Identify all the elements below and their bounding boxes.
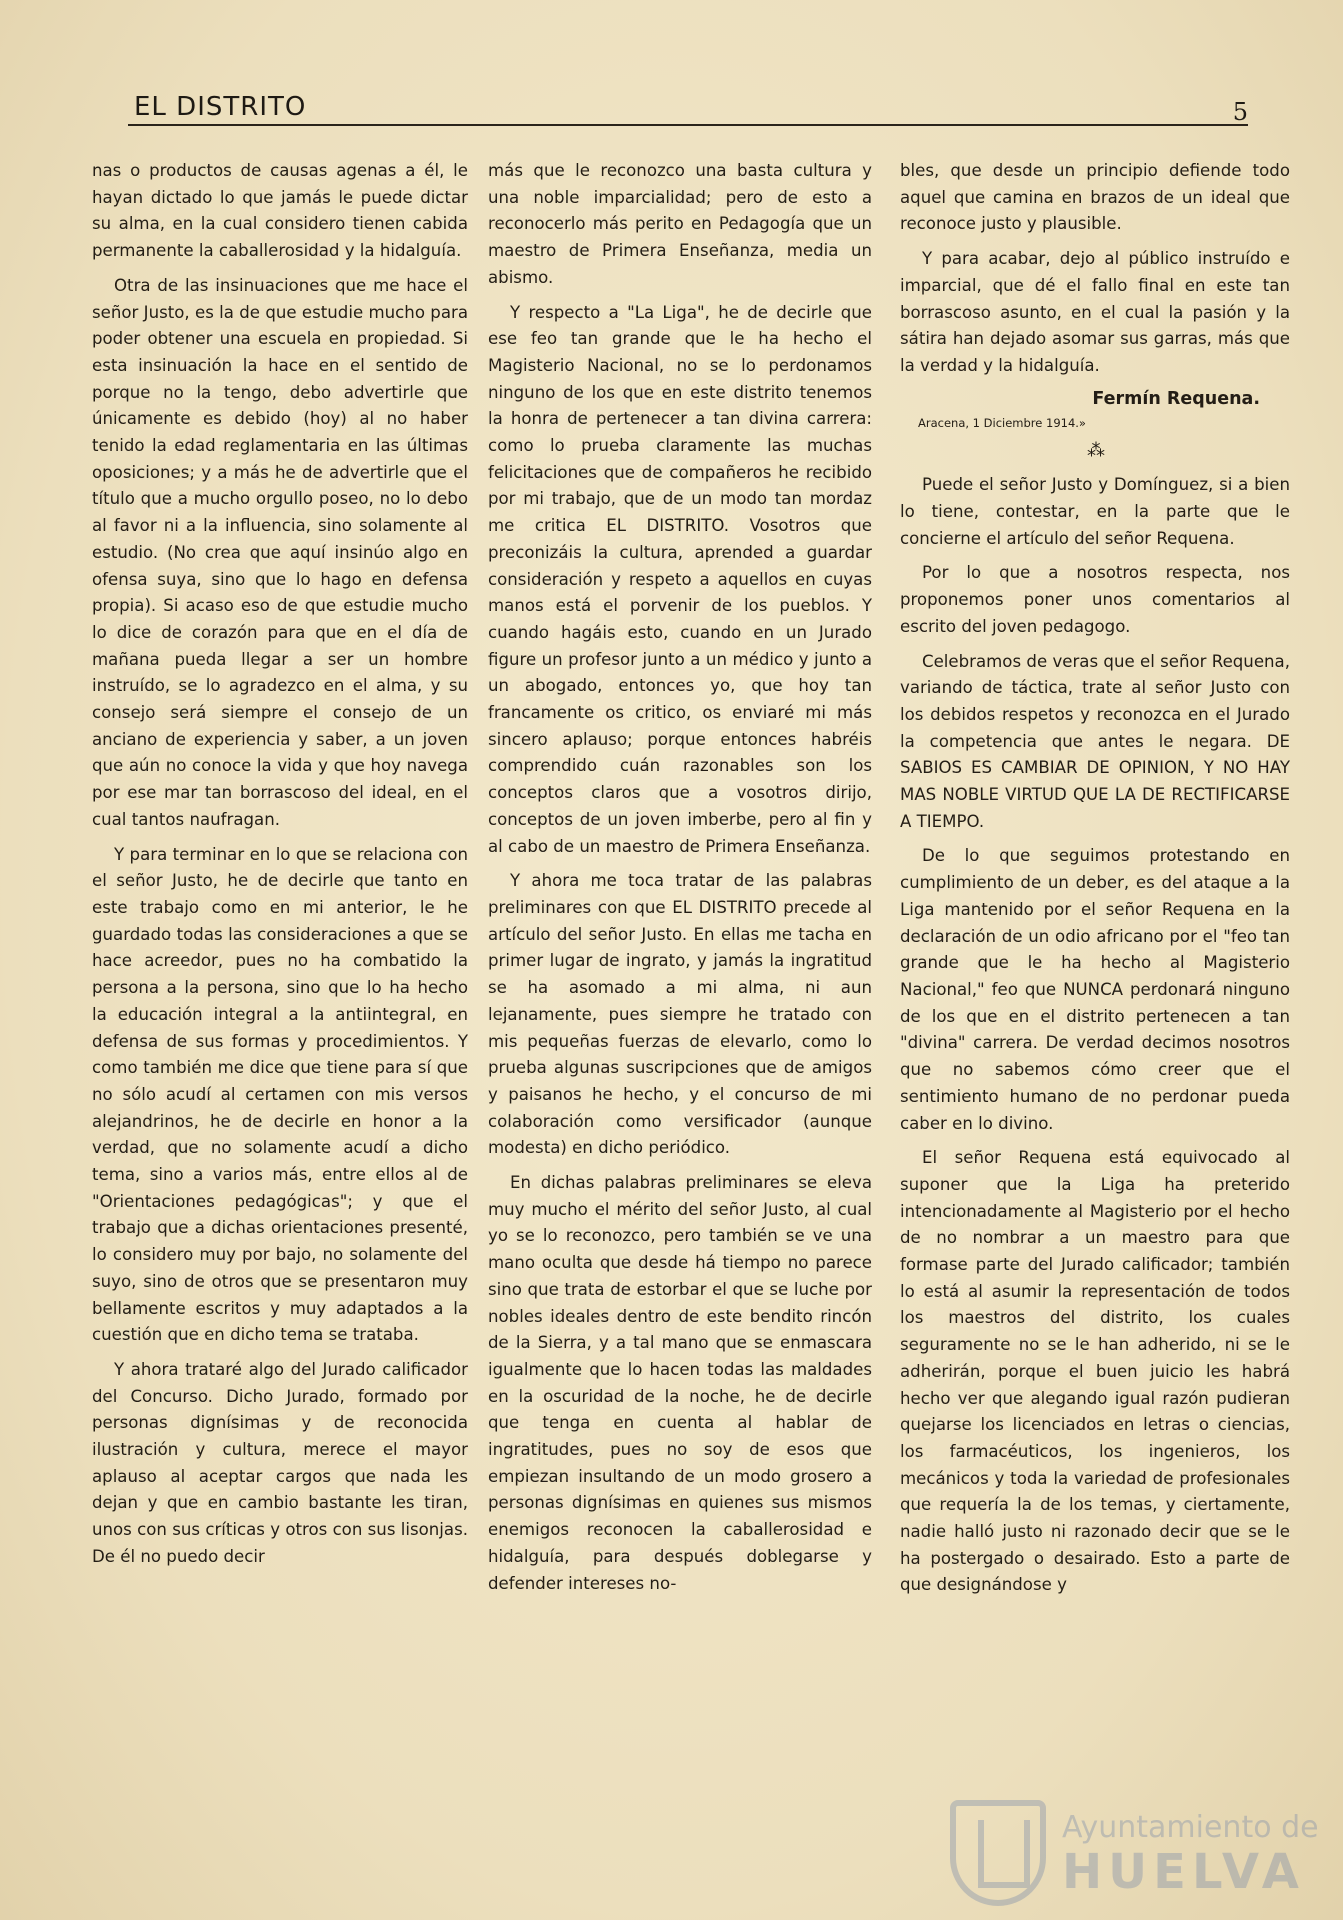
archive-watermark <box>950 1800 1319 1910</box>
page-header <box>128 92 1248 126</box>
paragraph: bles, que desde un principio defiende todo aquel que camina en brazos de un ideal que reconoce justo y plausible. <box>900 161 1290 234</box>
paragraph: Y para acabar, dejo al público instruído e imparcial, que dé el fallo final en este tan borrascoso asunto, en el cual la pasión y la sátira han dejado asomar sus garras, más que la verdad y la hidalguía. <box>900 249 1290 375</box>
paragraph: Y ahora trataré algo del Jurado calificador del Concurso. Dicho Jurado, formado por personas dignísimas y de reconocida ilustración y cultura, merece el mayor aplauso al aceptar cargos que nada les dejan y que en cambio bastante les tiran, unos con sus críticas y otros con sus lisonjas. De él no puedo decir <box>92 1359 468 1566</box>
asterism-divider: ⁂ <box>1087 440 1103 462</box>
text-column-2 <box>488 158 872 1597</box>
page-number: 5 <box>1232 98 1248 126</box>
paragraph: Otra de las insinuaciones que me hace el señor Justo, es la de que estudie mucho para poder obtener una escuela en propiedad. Si esta insinuación la hace en el sentido de porque no la tengo, debo advertirle que únicamente es debido (hoy) al no haber tenido la edad reglamentaria en las últimas oposiciones; y a más he de advertirle que el título que a mucho orgullo poseo, no lo debo al favor ni a la influencia, sino solamente al estudio. (No crea que aquí insinúo algo en ofensa suya, sino que lo hago en defensa propia). Si acaso eso de que estudie mucho lo dice de corazón para que en el día de mañana pueda llegar a ser un hombre instruído, se lo agradezco en el alma, y su consejo será siempre el consejo de un anciano de experiencia y saber, a un joven que aún no conoce la vida y que hoy navega por ese mar tan borrascoso del ideal, en el cual tantos naufragan. <box>92 275 468 829</box>
paragraph: nas o productos de causas agenas a él, le hayan dictado lo que jamás le puede dictar su alma, en la cual considero tienen cabida permanente la caballerosidad y la hidalguía. <box>92 161 468 261</box>
watermark-line-2: HUELVA <box>1062 1844 1305 1900</box>
newspaper-title: EL DISTRITO <box>134 92 307 122</box>
text-column-3 <box>900 158 1290 1599</box>
paragraph: Puede el señor Justo y Domínguez, si a bien lo tiene, contestar, en la parte que le concierne el artículo del señor Requena. <box>900 475 1290 548</box>
text-column-1 <box>92 158 468 1571</box>
paragraph: Por lo que a nosotros respecta, nos proponemos poner unos comentarios al escrito del joven pedagogo. <box>900 563 1290 636</box>
paragraph: De lo que seguimos protestando en cumplimiento de un deber, es del ataque a la Liga mantenido por el señor Requena en la declaración de un odio africano por el "feo tan grande que le ha hecho al Magisterio Nacional," feo que NUNCA perdonará ninguno de los que en el distrito pertenecen a tan "divina" carrera. De verdad decimos nosotros que no sabemos cómo creer que el sentimiento humano de no perdonar pueda caber en lo divino. <box>900 846 1290 1133</box>
paragraph: Celebramos de veras que el señor Requena, variando de táctica, trate al señor Justo con los debidos respetos y reconozca en el Jurado la competencia que antes le negara. DE SABIOS ES CAMBIAR DE OPINION, Y NO HAY MAS NOBLE VIRTUD QUE LA DE RECTIFICARSE A TIEMPO. <box>900 651 1290 831</box>
paragraph: El señor Requena está equivocado al suponer que la Liga ha preterido intencionadamente al Magisterio por el hecho de no nombrar a un maestro para que formase parte del Jurado calificador; también lo está al asumir la representación de todos los maestros del distrito, los cuales seguramente no se le han adherido, ni se le adherirán, porque el buen juicio les habrá hecho ver que alegando igual razón pudieran quejarse los licenciados en letras o ciencias, los farmacéuticos, los ingenieros, los mecánicos y toda la variedad de profesionales que requería la de los temas, y ciertamente, nadie halló justo ni razonado decir que se le ha postergado o desairado. Esto a parte de que designándose y <box>900 1148 1290 1595</box>
paragraph: más que le reconozco una basta cultura y una noble imparcialidad; pero de esto a reconocerlo más perito en Pedagogía que un maestro de Primera Enseñanza, media un abismo. <box>488 161 872 287</box>
paragraph: En dichas palabras preliminares se eleva muy mucho el mérito del señor Justo, al cual yo se lo reconozco, pero también se ve una mano oculta que desde há tiempo no parece sino que trata de estorbar el que se luche por nobles ideales dentro de este bendito rincón de la Sierra, y a tal mano que se enmascara igualmente que lo hacen todas las maldades en la oscuridad de la noche, he de decirle que tenga en cuenta al hablar de ingratitudes, pues no soy de esos que empiezan insultando de un modo grosero a personas dignísimas en quienes sus mismos enemigos reconocen la caballerosidad e hidalguía, para después doblegarse y defender intereses no- <box>488 1173 872 1593</box>
shield-icon <box>950 1800 1046 1906</box>
paragraph: Y para terminar en lo que se relaciona con el señor Justo, he de decirle que tanto en este trabajo como en mi anterior, le he guardado todas las consideraciones a que se hace acreedor, pues no ha combatido la persona a la persona, sino que lo ha hecho la educación integral a la antiintegral, en defensa de sus formas y procedimientos. Y como también me dice que tiene para sí que no sólo acudí al certamen con mis versos alejandrinos, he de decirle en honor a la verdad, que no solamente acudí a dicho tema, sino a varios más, entre ellos al de "Orientaciones pedagógicas"; y que el trabajo que a dichas orientaciones presenté, lo considero muy por bajo, no solamente del suyo, sino de otros que se presentaron muy bellamente escritos y muy adaptados a la cuestión que en dicho tema se trataba. <box>92 844 468 1345</box>
paragraph: Y ahora me toca tratar de las palabras preliminares con que EL DISTRITO precede al artículo del señor Justo. En ellas me tacha en primer lugar de ingrato, y jamás la ingratitud se ha asomado a mi alma, ni aun lejanamente, pues siempre he tratado con mis pequeñas fuerzas de elevarlo, como lo prueba algunas suscripciones que de amigos y paisanos he hecho, y el concurso de mi colaboración como versificador (aunque modesta) en dicho periódico. <box>488 871 872 1158</box>
dateline: Aracena, 1 Diciembre 1914.» <box>918 416 1086 431</box>
watermark-line-1: Ayuntamiento de <box>1062 1810 1319 1845</box>
author-signature: Fermín Requena. <box>1092 388 1260 409</box>
paragraph: Y respecto a "La Liga", he de decirle que ese feo tan grande que le ha hecho el Magisterio Nacional, no se lo perdonamos ninguno de los que en este distrito tenemos la honra de pertenecer a tan divina carrera: como lo prueba claramente las muchas felicitaciones que de compañeros he recibido por mi trabajo, que de un modo tan mordaz me critica EL DISTRITO. Vosotros que preconizáis la cultura, aprended a guardar consideración y respeto a aquellos en cuyas manos está el porvenir de los pueblos. Y cuando hagáis esto, cuando en un Jurado figure un profesor junto a un médico y junto a un abogado, entonces yo, que hoy tan francamente os critico, os enviaré mi más sincero aplauso; porque entonces habréis comprendido cuán razonables son los conceptos claros que a vosotros dirijo, conceptos de un joven imberbe, pero al fin y al cabo de un maestro de Primera Enseñanza. <box>488 302 872 856</box>
